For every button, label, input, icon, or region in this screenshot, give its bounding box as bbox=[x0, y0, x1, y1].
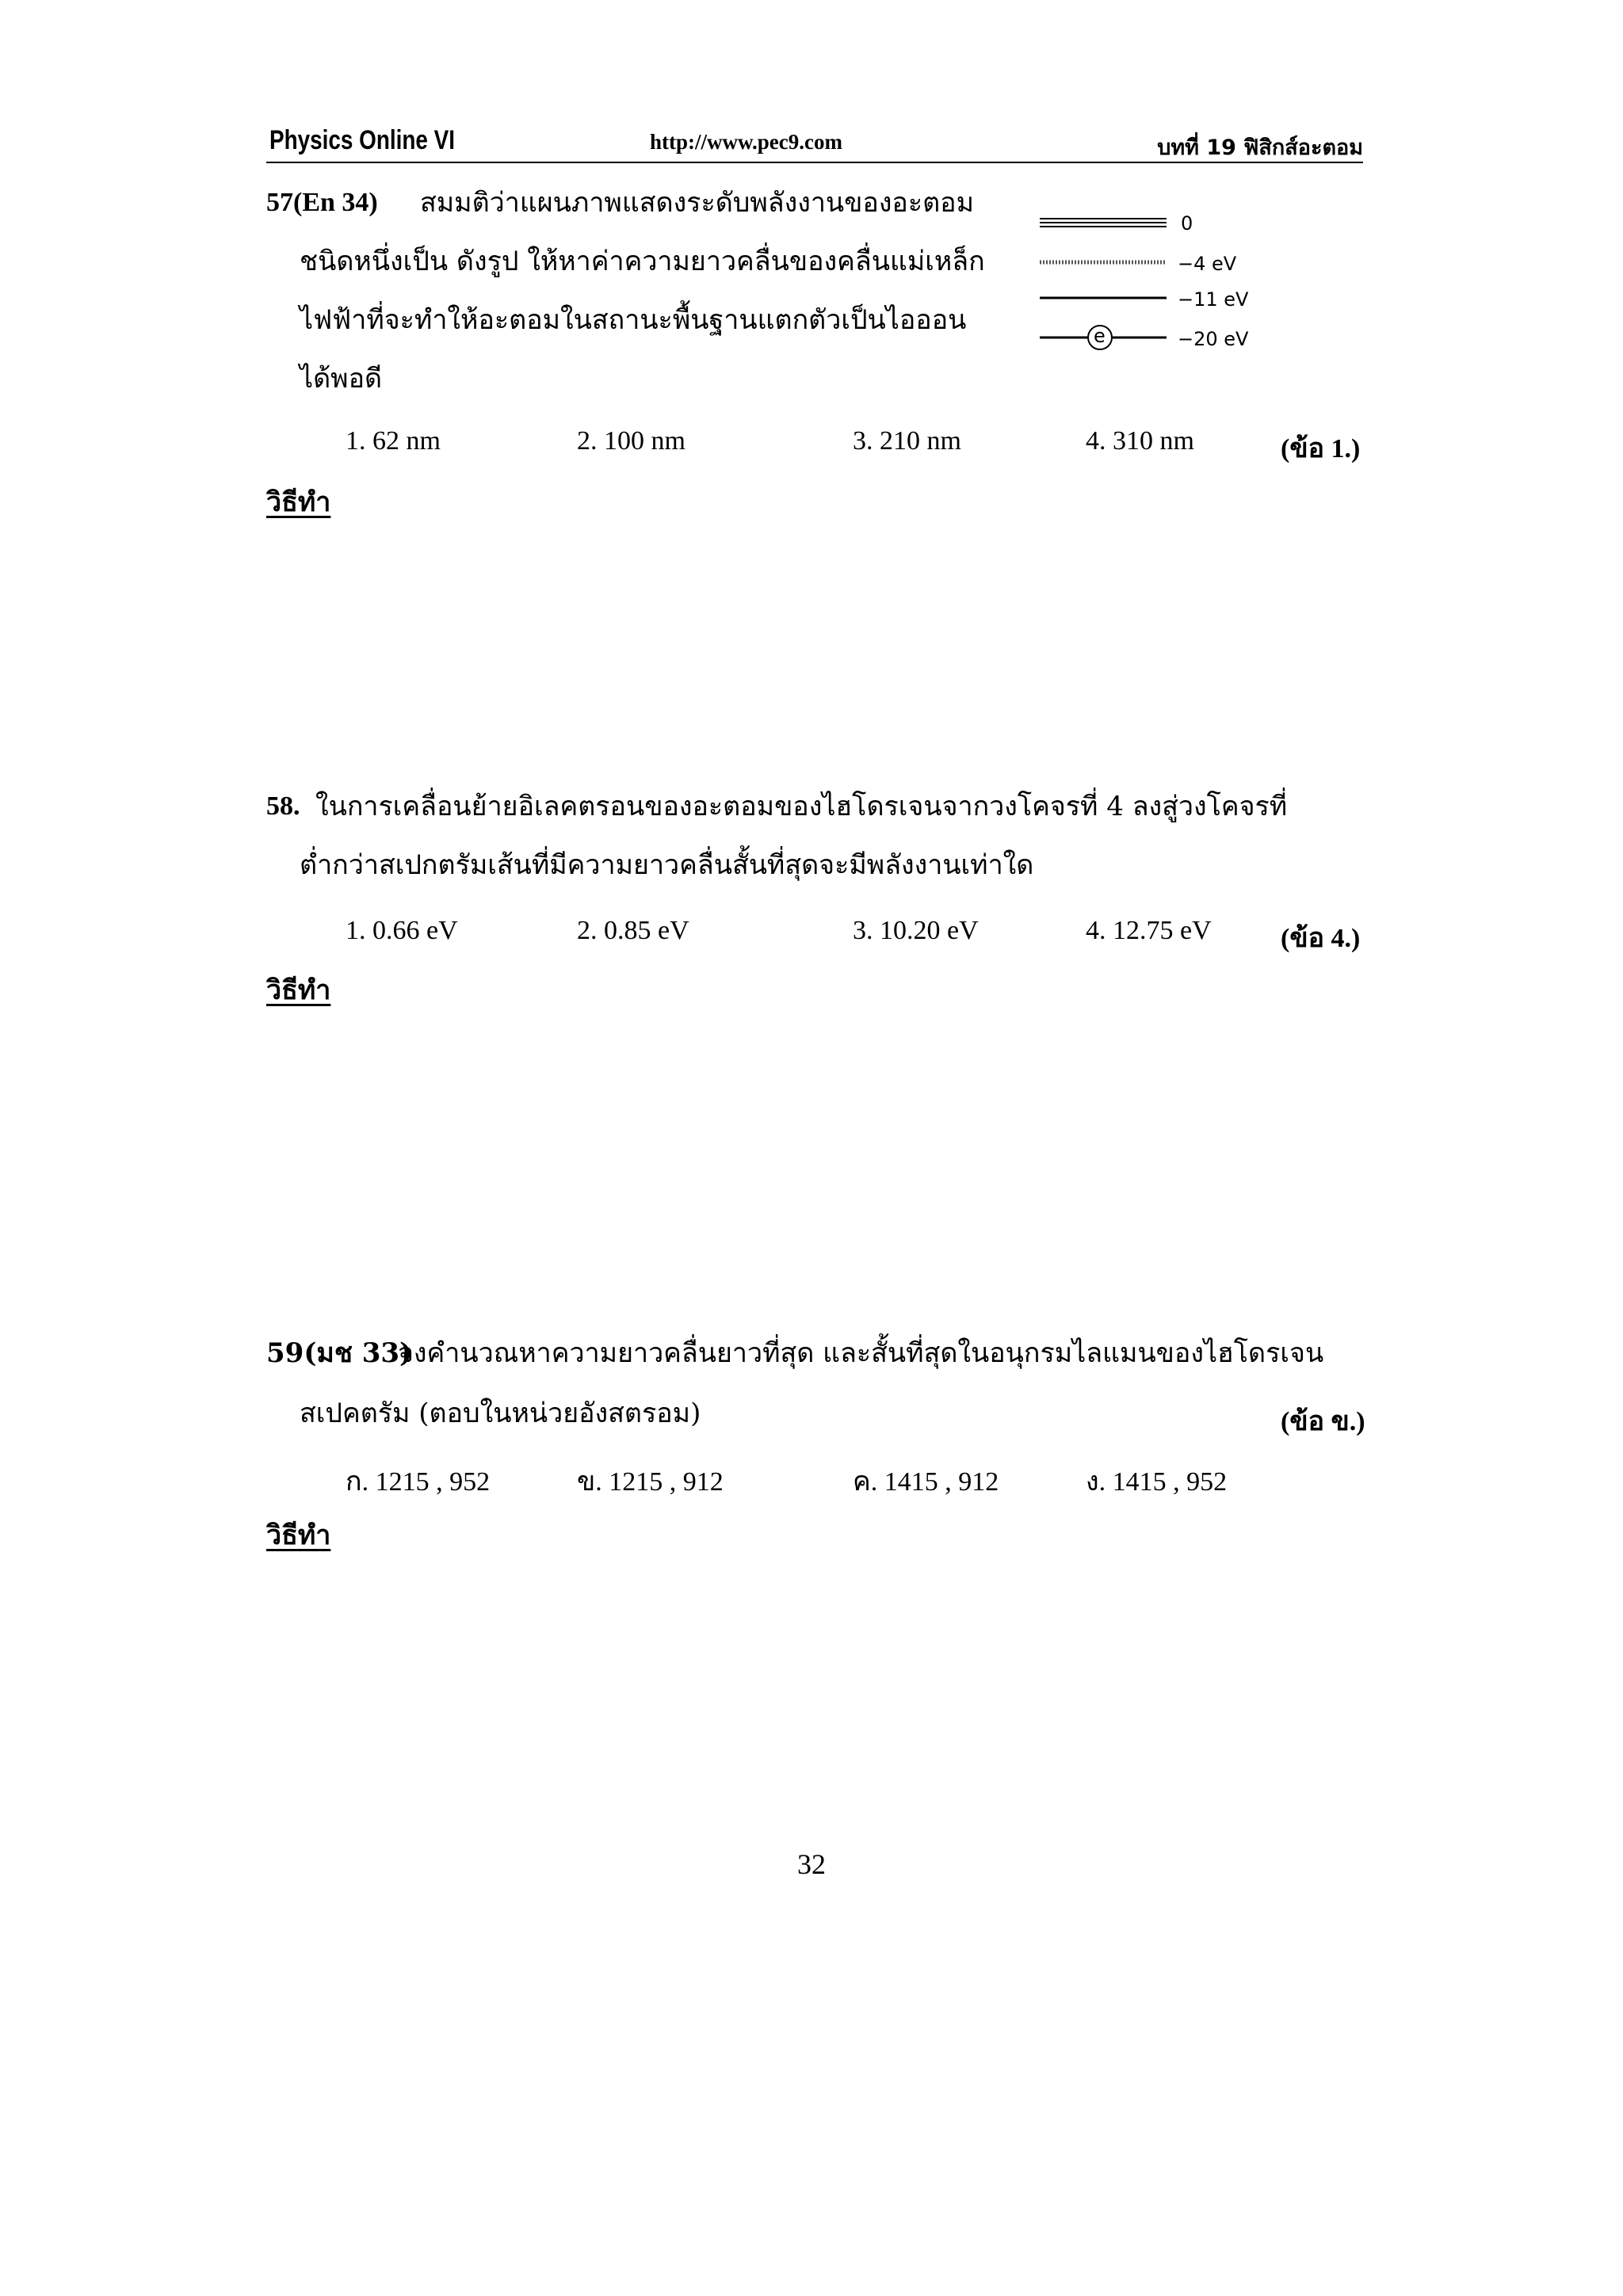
page-number: 32 bbox=[797, 1848, 826, 1880]
header-url: http://www.pec9.com bbox=[650, 130, 842, 154]
q57-line-4: ได้พอดี bbox=[300, 363, 383, 395]
q59-answer: (ข้อ ข.) bbox=[1281, 1407, 1365, 1436]
q59-option-ngo: ง. 1415 , 952 bbox=[1086, 1467, 1228, 1497]
q57-line-2: ชนิดหนึ่งเป็น ดังรูป ให้หาค่าความยาวคลื่นของคลื่นแม่เหล็ก bbox=[300, 246, 985, 277]
q57-number: 57(En 34) bbox=[266, 188, 378, 217]
header-title: Physics Online VI bbox=[269, 125, 455, 155]
level-4-label: −4 eV bbox=[1178, 253, 1237, 275]
q58-option-2: 2. 0.85 eV bbox=[577, 916, 689, 945]
q58-method-heading: วิธีทำ bbox=[266, 974, 331, 1006]
electron-label: e bbox=[1094, 325, 1106, 347]
q57-line-1: สมมติว่าแผนภาพแสดงระดับพลังงานของอะตอม bbox=[420, 187, 975, 219]
energy-level-diagram bbox=[1037, 212, 1274, 371]
q58-number: 58. bbox=[266, 791, 300, 821]
q57-line-3: ไฟฟ้าที่จะทำให้อะตอมในสถานะพื้นฐานแตกตัวเป็นไอออน bbox=[300, 304, 967, 336]
level-20-label: −20 eV bbox=[1178, 328, 1249, 350]
level-0-label: 0 bbox=[1181, 212, 1193, 235]
level-11-label: −11 eV bbox=[1178, 288, 1249, 311]
page-header bbox=[266, 125, 1363, 163]
q59-option-kho: ข. 1215 , 912 bbox=[577, 1467, 724, 1497]
q59-line-2: สเปคตรัม (ตอบในหน่วยอังสตรอม) bbox=[300, 1398, 701, 1429]
q57-option-1: 1. 62 nm bbox=[346, 426, 441, 456]
q58-option-4: 4. 12.75 eV bbox=[1086, 916, 1212, 945]
q59-number: 59(มช 33) bbox=[266, 1337, 413, 1369]
q59-option-kho-khwai: ค. 1415 , 912 bbox=[853, 1467, 999, 1497]
q57-method-heading: วิธีทำ bbox=[266, 486, 331, 518]
q58-line-2: ต่ำกว่าสเปกตรัมเส้นที่มีความยาวคลื่นสั้นที่สุดจะมีพลังงานเท่าใด bbox=[300, 849, 1034, 881]
header-chapter: บทที่ 19 ฟิสิกส์อะตอม bbox=[1157, 135, 1363, 160]
q57-option-4: 4. 310 nm bbox=[1086, 426, 1194, 456]
q57-option-3: 3. 210 nm bbox=[853, 426, 961, 456]
q58-option-1: 1. 0.66 eV bbox=[346, 916, 458, 945]
q58-option-3: 3. 10.20 eV bbox=[853, 916, 979, 945]
q58-line-1: ในการเคลื่อนย้ายอิเลคตรอนของอะตอมของไฮโดรเจนจากวงโคจรที่ 4 ลงสู่วงโคจรที่ bbox=[315, 791, 1288, 822]
q59-line-1: จงคำนวณหาความยาวคลื่นยาวที่สุด และสั้นที่สุดในอนุกรมไลแมนของไฮโดรเจน bbox=[398, 1337, 1324, 1369]
q59-option-ko: ก. 1215 , 952 bbox=[346, 1467, 491, 1497]
q57-option-2: 2. 100 nm bbox=[577, 426, 685, 456]
q59-method-heading: วิธีทำ bbox=[266, 1520, 331, 1551]
q57-answer: (ข้อ 1.) bbox=[1281, 434, 1361, 463]
q58-answer: (ข้อ 4.) bbox=[1281, 924, 1361, 953]
